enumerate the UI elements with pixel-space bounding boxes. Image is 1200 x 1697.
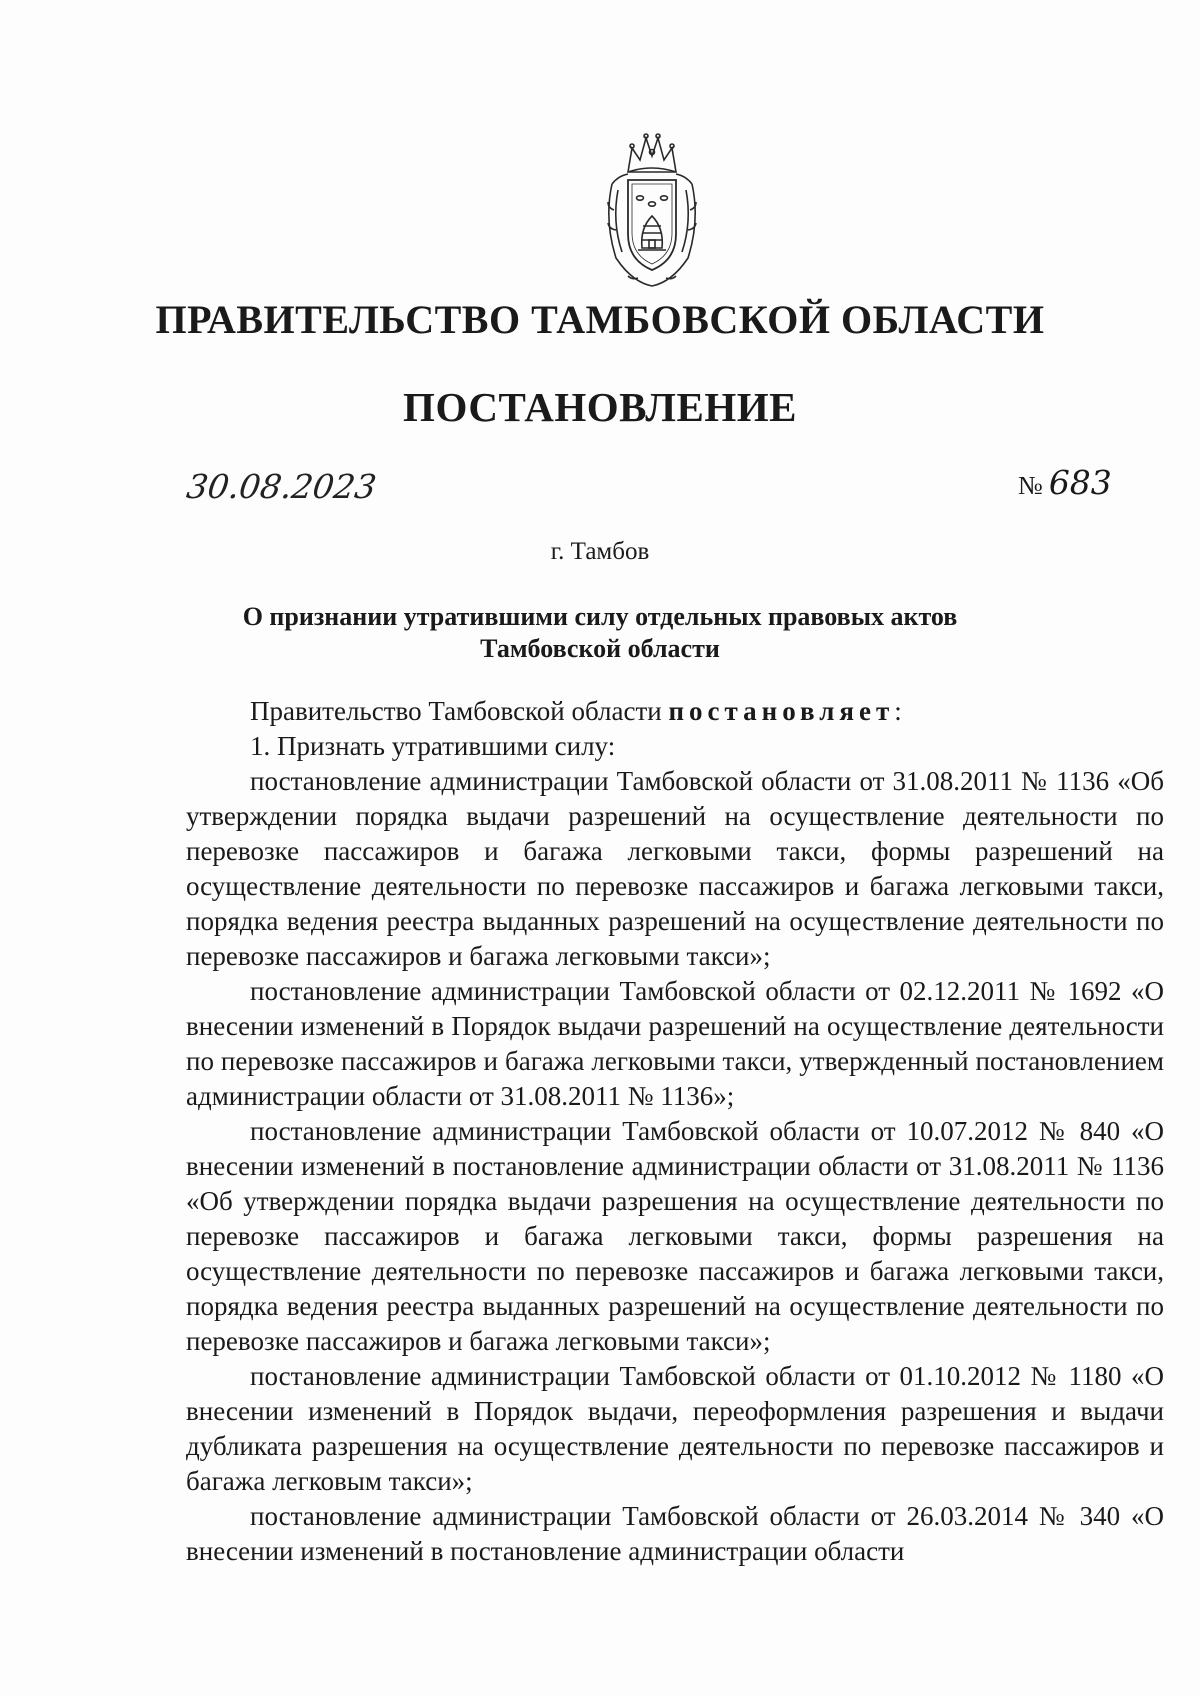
body-paragraph: постановление администрации Тамбовской области от 26.03.2014 № 340 «О внесении изменений в постановление администрации области bbox=[186, 1501, 1164, 1566]
body-paragraph: постановление администрации Тамбовской области от 10.07.2012 № 840 «О внесении изменений в постановление администрации области от 31.08.2011 № 1136 «Об утверждении порядка выдачи разрешения на осуществление деятельности по перевозке пассажиров и багажа легковыми такси, формы разрешения на осуществление деятельности по перевозке пассажиров и багажа легковыми такси, порядка ведения реестра выданных разрешений на осуществление деятельности по перевозке пассажиров и багажа легковыми такси»; bbox=[186, 1116, 1164, 1356]
document-subject bbox=[150, 601, 1050, 665]
document-date: 30.08.2023 bbox=[184, 467, 379, 506]
body-paragraph: постановление администрации Тамбовской области от 02.12.2011 № 1692 «О внесении изменений в Порядок выдачи разрешений на осуществление деятельности по перевозке пассажиров и багажа легковыми такси, утвержденный постановлением администрации области от 31.08.2011 № 1136»; bbox=[186, 976, 1164, 1111]
subject-line-2: Тамбовской области bbox=[480, 634, 720, 663]
body-paragraph: постановление администрации Тамбовской области от 31.08.2011 № 1136 «Об утверждении порядка выдачи разрешений на осуществление деятельности по перевозке пассажиров и багажа легковыми такси, формы разрешений на осуществление деятельности по перевозке пассажиров и багажа легковыми такси, порядка ведения реестра выданных разрешений на осуществление деятельности по перевозке пассажиров и багажа легковыми такси»; bbox=[186, 766, 1164, 971]
number-value: 683 bbox=[1048, 463, 1112, 502]
coat-of-arms-icon bbox=[598, 130, 706, 290]
document-body bbox=[186, 694, 1164, 1569]
preamble-start: Правительство Тамбовской области bbox=[250, 696, 669, 726]
city-line: г. Тамбов bbox=[550, 538, 650, 565]
item-1: 1. Признать утратившими силу: bbox=[250, 731, 616, 761]
number-sign: № bbox=[1018, 471, 1043, 500]
government-title: ПРАВИТЕЛЬСТВО ТАМБОВСКОЙ ОБЛАСТИ bbox=[155, 297, 1045, 342]
body-paragraph: постановление администрации Тамбовской области от 01.10.2012 № 1180 «О внесении изменений в Порядок выдачи, переоформления разрешения и выдачи дубликата разрешения на осуществление деятельности по перевозке пассажиров и багажа легковым такси»; bbox=[186, 1361, 1164, 1496]
preamble bbox=[186, 694, 1164, 729]
document-type-title: ПОСТАНОВЛЕНИЕ bbox=[403, 384, 797, 430]
subject-line-1: О признании утратившими силу отдельных правовых актов bbox=[242, 602, 958, 631]
preamble-verb: постановляет bbox=[668, 696, 895, 726]
preamble-end: : bbox=[894, 696, 902, 726]
document-number bbox=[1018, 463, 1112, 502]
